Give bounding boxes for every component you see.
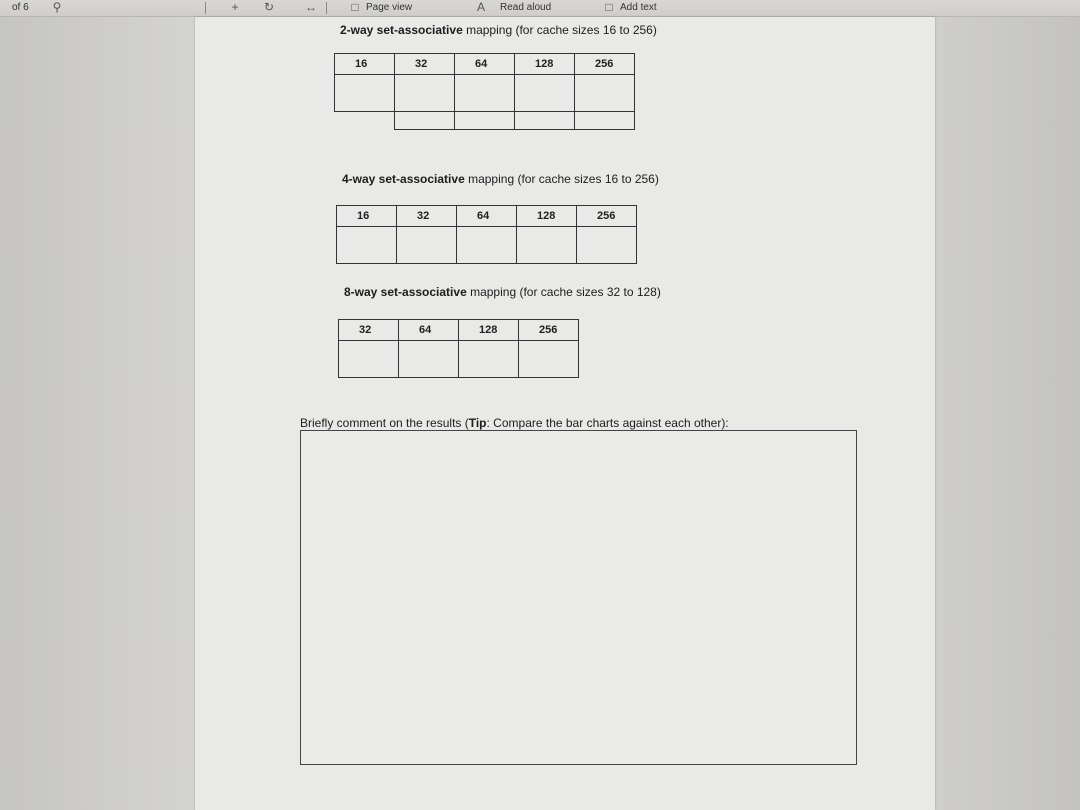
table-cell[interactable] <box>395 75 455 112</box>
column-header: 16 <box>337 206 397 227</box>
tip-label: Tip <box>468 416 487 430</box>
table-cell[interactable] <box>515 112 575 130</box>
page-view-button[interactable]: Page view <box>366 2 413 13</box>
column-header: 128 <box>459 320 519 341</box>
table-cell[interactable] <box>459 341 519 378</box>
fit-page-icon[interactable]: ↔ <box>305 0 317 14</box>
column-header: 128 <box>517 206 577 227</box>
comment-answer-box[interactable] <box>300 430 857 765</box>
section-title-bold: 8-way set-associative <box>344 285 467 299</box>
table-cell[interactable] <box>515 75 575 112</box>
section-title-bold: 2-way set-associative <box>340 23 463 37</box>
column-header: 32 <box>397 206 457 227</box>
section-heading-2way <box>340 23 657 37</box>
results-table-4way <box>336 205 637 264</box>
comment-suffix: : Compare the bar charts against each other): <box>486 416 729 430</box>
comment-prefix: Briefly comment on the results ( <box>300 416 469 430</box>
results-table-2way <box>334 53 635 130</box>
add-text-button[interactable]: Add text <box>620 2 657 13</box>
page-view-icon: □ <box>351 0 359 14</box>
read-aloud-icon: A <box>476 0 485 14</box>
column-header: 16 <box>335 54 395 75</box>
viewer-left-margin <box>0 17 195 810</box>
viewer-toolbar <box>0 0 1080 17</box>
section-heading-8way <box>344 285 661 299</box>
page-count: of 6 <box>12 2 29 13</box>
section-title-rest: mapping (for cache sizes 16 to 256) <box>464 172 659 186</box>
table-cell[interactable] <box>335 75 395 112</box>
table-cell[interactable] <box>397 227 457 264</box>
table-cell[interactable] <box>517 227 577 264</box>
table-cell[interactable] <box>399 341 459 378</box>
table-spacer <box>335 112 395 130</box>
rotate-icon[interactable]: ↻ <box>263 0 275 14</box>
table-cell[interactable] <box>575 75 635 112</box>
section-title-rest: mapping (for cache sizes 16 to 256) <box>462 23 657 37</box>
column-header: 128 <box>515 54 575 75</box>
table-cell[interactable] <box>339 341 399 378</box>
results-table-8way <box>338 319 579 378</box>
search-icon[interactable]: ⚲ <box>52 0 62 14</box>
table-cell[interactable] <box>337 227 397 264</box>
toolbar-divider <box>205 2 206 14</box>
section-title-rest: mapping (for cache sizes 32 to 128) <box>466 285 661 299</box>
section-title-bold: 4-way set-associative <box>342 172 465 186</box>
table-cell[interactable] <box>575 112 635 130</box>
column-header: 64 <box>457 206 517 227</box>
section-heading-4way <box>342 172 659 186</box>
column-header: 256 <box>577 206 637 227</box>
column-header: 64 <box>399 320 459 341</box>
column-header: 32 <box>395 54 455 75</box>
column-header: 256 <box>575 54 635 75</box>
table-cell[interactable] <box>577 227 637 264</box>
table-cell[interactable] <box>395 112 455 130</box>
read-aloud-button[interactable]: Read aloud <box>500 2 552 13</box>
table-cell[interactable] <box>455 112 515 130</box>
comment-prompt <box>300 416 729 430</box>
add-text-icon: □ <box>605 0 613 14</box>
column-header: 256 <box>519 320 579 341</box>
viewer-right-margin <box>935 17 1080 810</box>
column-header: 64 <box>455 54 515 75</box>
document-page <box>195 17 935 810</box>
table-cell[interactable] <box>519 341 579 378</box>
zoom-in-icon[interactable]: + <box>231 0 239 14</box>
toolbar-divider <box>326 2 327 14</box>
table-cell[interactable] <box>457 227 517 264</box>
table-cell[interactable] <box>455 75 515 112</box>
column-header: 32 <box>339 320 399 341</box>
